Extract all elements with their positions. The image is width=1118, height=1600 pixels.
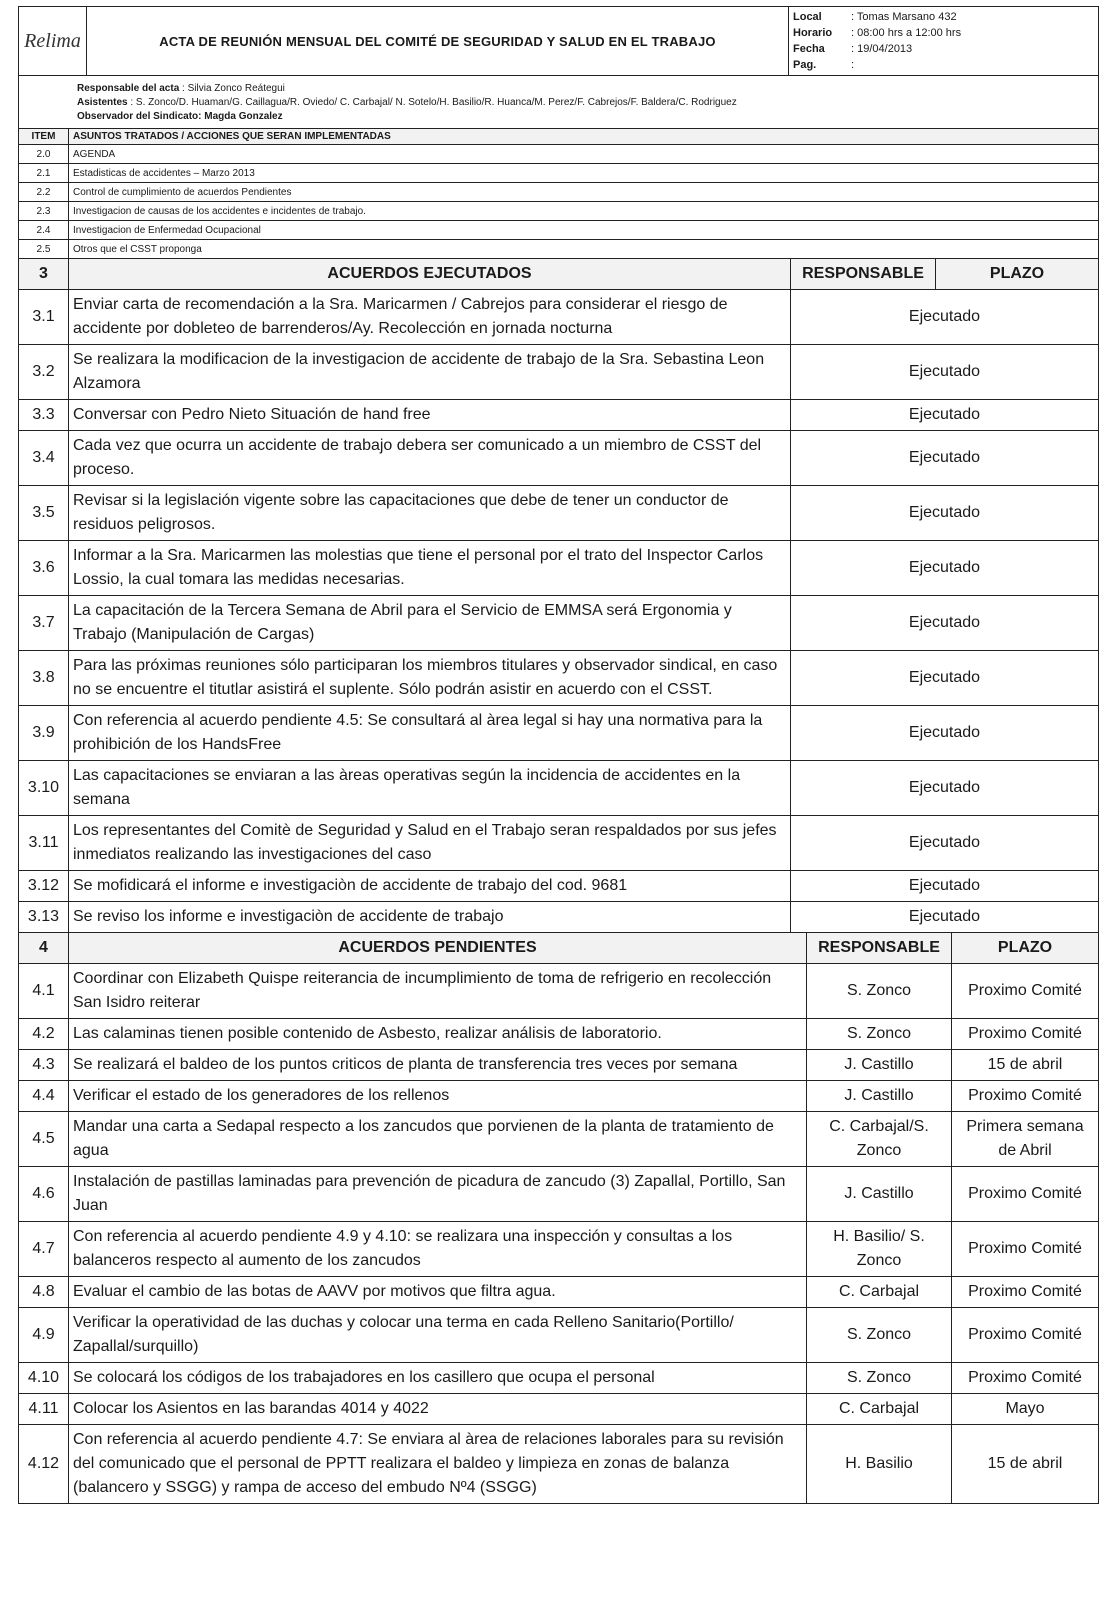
meeting-info	[19, 76, 1099, 129]
item-number: 4.8	[19, 1277, 69, 1308]
agreement-text: Coordinar con Elizabeth Quispe reiterancia de incumplimiento de toma de refrigerio en recolección San Isidro reiterar	[69, 964, 807, 1019]
meeting-meta	[789, 7, 1099, 76]
item-number: 3.12	[19, 871, 69, 902]
agenda-row	[19, 202, 1099, 221]
responsable-text: S. Zonco	[807, 1363, 952, 1394]
agreement-text: Informar a la Sra. Maricarmen las molestias que tiene el personal por el trato del Inspector Carlos Lossio, la cual tomara las medidas necesarias.	[69, 541, 791, 596]
ejecutado-row	[19, 596, 1099, 651]
pendiente-row	[19, 1363, 1099, 1394]
plazo-text: Proximo Comité	[952, 1019, 1099, 1050]
agreement-text: Se mofidicará el informe e investigaciòn de accidente de trabajo del cod. 9681	[69, 871, 791, 902]
agenda-item-text: Investigacion de Enfermedad Ocupacional	[69, 221, 1099, 240]
plazo-text: Proximo Comité	[952, 1222, 1099, 1277]
responsable-text: S. Zonco	[807, 1019, 952, 1050]
responsable-text: H. Basilio	[807, 1425, 952, 1504]
pendiente-row	[19, 1425, 1099, 1504]
status-text: Ejecutado	[791, 871, 1099, 902]
item-number: 3.11	[19, 816, 69, 871]
item-number: 2.1	[19, 164, 69, 183]
item-number: 2.2	[19, 183, 69, 202]
plazo-text: 15 de abril	[952, 1050, 1099, 1081]
status-text: Ejecutado	[791, 541, 1099, 596]
agreement-text: Con referencia al acuerdo pendiente 4.5: Se consultará al àrea legal si hay una normativa para la prohibición de los HandsFree	[69, 706, 791, 761]
plazo-text: Proximo Comité	[952, 1277, 1099, 1308]
status-text: Ejecutado	[791, 651, 1099, 706]
ejecutado-row	[19, 816, 1099, 871]
status-text: Ejecutado	[791, 816, 1099, 871]
item-number: 3.3	[19, 400, 69, 431]
plazo-text: Proximo Comité	[952, 964, 1099, 1019]
agreement-text: Las capacitaciones se enviaran a las àreas operativas según la incidencia de accidentes en la semana	[69, 761, 791, 816]
responsable-line: Responsable del acta : Silvia Zonco Reátegui	[77, 83, 285, 94]
item-number: 4.6	[19, 1167, 69, 1222]
agenda-item-text: Otros que el CSST proponga	[69, 240, 1099, 259]
agreement-text: Las calaminas tienen posible contenido de Asbesto, realizar análisis de laboratorio.	[69, 1019, 807, 1050]
item-number: 3.7	[19, 596, 69, 651]
agenda-row	[19, 145, 1099, 164]
agreement-text: Con referencia al acuerdo pendiente 4.7: Se enviara al àrea de relaciones laborales para su revisión del comunicado que el personal de PPTT realizara el baldeo y limpieza en zonas de balanza (balancero y SSGG) y rampa de acceso del embudo Nº4 (SSGG)	[69, 1425, 807, 1504]
responsable-text: C. Carbajal	[807, 1394, 952, 1425]
ejecutado-row	[19, 706, 1099, 761]
agreement-text: Los representantes del Comitè de Seguridad y Salud en el Trabajo seran respaldados por sus jefes inmediatos realizando las investigaciones del caso	[69, 816, 791, 871]
agreement-text: Instalación de pastillas laminadas para prevención de picadura de zancudo (3) Zapallal, Portillo, San Juan	[69, 1167, 807, 1222]
agreement-text: Para las próximas reuniones sólo participaran los miembros titulares y observador sindical, en caso no se encuentre el titutlar asistirá el suplente. Sólo podrán asistir en acuerdo con el CSST.	[69, 651, 791, 706]
responsable-text: C. Carbajal	[807, 1277, 952, 1308]
responsable-text: J. Castillo	[807, 1050, 952, 1081]
item-number: 3.1	[19, 290, 69, 345]
pendiente-row	[19, 964, 1099, 1019]
item-number: 3.13	[19, 902, 69, 933]
plazo-text: Primera semana de Abril	[952, 1112, 1099, 1167]
agenda-table	[18, 128, 1099, 259]
agenda-item-text: Control de cumplimiento de acuerdos Pendientes	[69, 183, 1099, 202]
pendiente-row	[19, 1081, 1099, 1112]
agenda-row	[19, 183, 1099, 202]
item-number: 3.5	[19, 486, 69, 541]
responsable-text: C. Carbajal/S. Zonco	[807, 1112, 952, 1167]
plazo-text: Proximo Comité	[952, 1363, 1099, 1394]
meta-fecha: Fecha : 19/04/2013	[793, 43, 913, 55]
plazo-text: Proximo Comité	[952, 1167, 1099, 1222]
ejecutados-table	[18, 258, 1099, 933]
item-number: 3.6	[19, 541, 69, 596]
pendientes-section-number: 4	[19, 933, 69, 964]
agreement-text: Revisar si la legislación vigente sobre las capacitaciones que debe de tener un conductor de residuos peligrosos.	[69, 486, 791, 541]
agenda-row	[19, 221, 1099, 240]
status-text: Ejecutado	[791, 706, 1099, 761]
agenda-item-text: Investigacion de causas de los accidentes e incidentes de trabajo.	[69, 202, 1099, 221]
item-number: 4.10	[19, 1363, 69, 1394]
agenda-row	[19, 164, 1099, 183]
responsable-text: S. Zonco	[807, 1308, 952, 1363]
company-logo: Relima	[19, 7, 87, 76]
agreement-text: Verificar la operatividad de las duchas y colocar una terma en cada Relleno Sanitario(Portillo/ Zapallal/surquillo)	[69, 1308, 807, 1363]
pendiente-row	[19, 1394, 1099, 1425]
item-number: 4.11	[19, 1394, 69, 1425]
pendiente-row	[19, 1112, 1099, 1167]
agreement-text: La capacitación de la Tercera Semana de Abril para el Servicio de EMMSA será Ergonomia y Trabajo (Manipulación de Cargas)	[69, 596, 791, 651]
pendiente-row	[19, 1050, 1099, 1081]
item-number: 2.5	[19, 240, 69, 259]
item-column-header: ITEM	[19, 129, 69, 145]
pendientes-section-header: ACUERDOS PENDIENTES	[69, 933, 807, 964]
agreement-text: Se reviso los informe e investigaciòn de accidente de trabajo	[69, 902, 791, 933]
ejecutado-row	[19, 651, 1099, 706]
item-number: 4.3	[19, 1050, 69, 1081]
status-text: Ejecutado	[791, 290, 1099, 345]
plazo-text: Proximo Comité	[952, 1308, 1099, 1363]
agenda-item-text: Estadisticas de accidentes – Marzo 2013	[69, 164, 1099, 183]
responsable-text: H. Basilio/ S. Zonco	[807, 1222, 952, 1277]
agreement-text: Evaluar el cambio de las botas de AAVV por motivos que filtra agua.	[69, 1277, 807, 1308]
status-text: Ejecutado	[791, 486, 1099, 541]
asistentes-line: Asistentes : S. Zonco/D. Huaman/G. Caillagua/R. Oviedo/ C. Carbajal/ N. Sotelo/H. Basilio/R. Huanca/M. Perez/F. Cabrejos/F. Baldera/C. Rodriguez	[77, 97, 737, 108]
item-number: 2.3	[19, 202, 69, 221]
item-number: 4.12	[19, 1425, 69, 1504]
agreement-text: Verificar el estado de los generadores de los rellenos	[69, 1081, 807, 1112]
item-number: 3.4	[19, 431, 69, 486]
status-text: Ejecutado	[791, 902, 1099, 933]
ejecutado-row	[19, 400, 1099, 431]
item-number: 3.2	[19, 345, 69, 400]
ejecutado-row	[19, 290, 1099, 345]
agenda-row	[19, 240, 1099, 259]
agreement-text: Se colocará los códigos de los trabajadores en los casillero que ocupa el personal	[69, 1363, 807, 1394]
item-number: 2.4	[19, 221, 69, 240]
document-header	[18, 6, 1099, 129]
meta-local: Local : Tomas Marsano 432	[793, 11, 957, 23]
agreement-text: Enviar carta de recomendación a la Sra. Maricarmen / Cabrejos para considerar el riesgo de accidente por dobleteo de barrenderos/Ay. Recolección en jornada nocturna	[69, 290, 791, 345]
meta-horario: Horario : 08:00 hrs a 12:00 hrs	[793, 27, 962, 39]
item-number: 4.1	[19, 964, 69, 1019]
status-text: Ejecutado	[791, 345, 1099, 400]
agreement-text: Se realizará el baldeo de los puntos criticos de planta de transferencia tres veces por semana	[69, 1050, 807, 1081]
item-number: 2.0	[19, 145, 69, 164]
item-number: 3.8	[19, 651, 69, 706]
pendientes-table	[18, 932, 1099, 1504]
responsable-text: S. Zonco	[807, 964, 952, 1019]
item-number: 4.5	[19, 1112, 69, 1167]
pendiente-row	[19, 1019, 1099, 1050]
responsable-text: J. Castillo	[807, 1081, 952, 1112]
plazo-text: Mayo	[952, 1394, 1099, 1425]
document-title: ACTA DE REUNIÓN MENSUAL DEL COMITÉ DE SEGURIDAD Y SALUD EN EL TRABAJO	[87, 7, 789, 76]
pendiente-row	[19, 1277, 1099, 1308]
item-number: 3.10	[19, 761, 69, 816]
status-text: Ejecutado	[791, 400, 1099, 431]
agreement-text: Mandar una carta a Sedapal respecto a los zancudos que porvienen de la planta de tratamiento de agua	[69, 1112, 807, 1167]
status-text: Ejecutado	[791, 431, 1099, 486]
item-number: 4.7	[19, 1222, 69, 1277]
agreement-text: Colocar los Asientos en las barandas 4014 y 4022	[69, 1394, 807, 1425]
agreement-text: Conversar con Pedro Nieto Situación de hand free	[69, 400, 791, 431]
ejecutados-section-number: 3	[19, 259, 69, 290]
ejecutados-section-header: ACUERDOS EJECUTADOS	[69, 259, 791, 290]
ejecutado-row	[19, 871, 1099, 902]
ejecutado-row	[19, 486, 1099, 541]
pendiente-row	[19, 1222, 1099, 1277]
agenda-item-text: AGENDA	[69, 145, 1099, 164]
item-number: 4.2	[19, 1019, 69, 1050]
ejecutado-row	[19, 761, 1099, 816]
ejecutado-row	[19, 345, 1099, 400]
status-text: Ejecutado	[791, 596, 1099, 651]
plazo-text: Proximo Comité	[952, 1081, 1099, 1112]
status-text: Ejecutado	[791, 761, 1099, 816]
acta-document	[18, 6, 1098, 1504]
observador-line: Observador del Sindicato: Magda Gonzalez	[77, 111, 283, 122]
responsable-column-header: RESPONSABLE	[791, 259, 936, 290]
responsable-column-header: RESPONSABLE	[807, 933, 952, 964]
plazo-column-header: PLAZO	[936, 259, 1099, 290]
meta-pag: Pag. :	[793, 59, 855, 71]
ejecutado-row	[19, 541, 1099, 596]
pendiente-row	[19, 1308, 1099, 1363]
agreement-text: Cada vez que ocurra un accidente de trabajo debera ser comunicado a un miembro de CSST del proceso.	[69, 431, 791, 486]
plazo-column-header: PLAZO	[952, 933, 1099, 964]
item-number: 4.9	[19, 1308, 69, 1363]
plazo-text: 15 de abril	[952, 1425, 1099, 1504]
ejecutado-row	[19, 902, 1099, 933]
item-number: 3.9	[19, 706, 69, 761]
pendiente-row	[19, 1167, 1099, 1222]
agreement-text: Se realizara la modificacion de la investigacion de accidente de trabajo de la Sra. Sebastina Leon Alzamora	[69, 345, 791, 400]
ejecutado-row	[19, 431, 1099, 486]
responsable-text: J. Castillo	[807, 1167, 952, 1222]
item-number: 4.4	[19, 1081, 69, 1112]
agreement-text: Con referencia al acuerdo pendiente 4.9 y 4.10: se realizara una inspección y consultas a los balanceros respecto al aumento de los zancudos	[69, 1222, 807, 1277]
agenda-section-header: ASUNTOS TRATADOS / ACCIONES QUE SERAN IMPLEMENTADAS	[69, 129, 1099, 145]
